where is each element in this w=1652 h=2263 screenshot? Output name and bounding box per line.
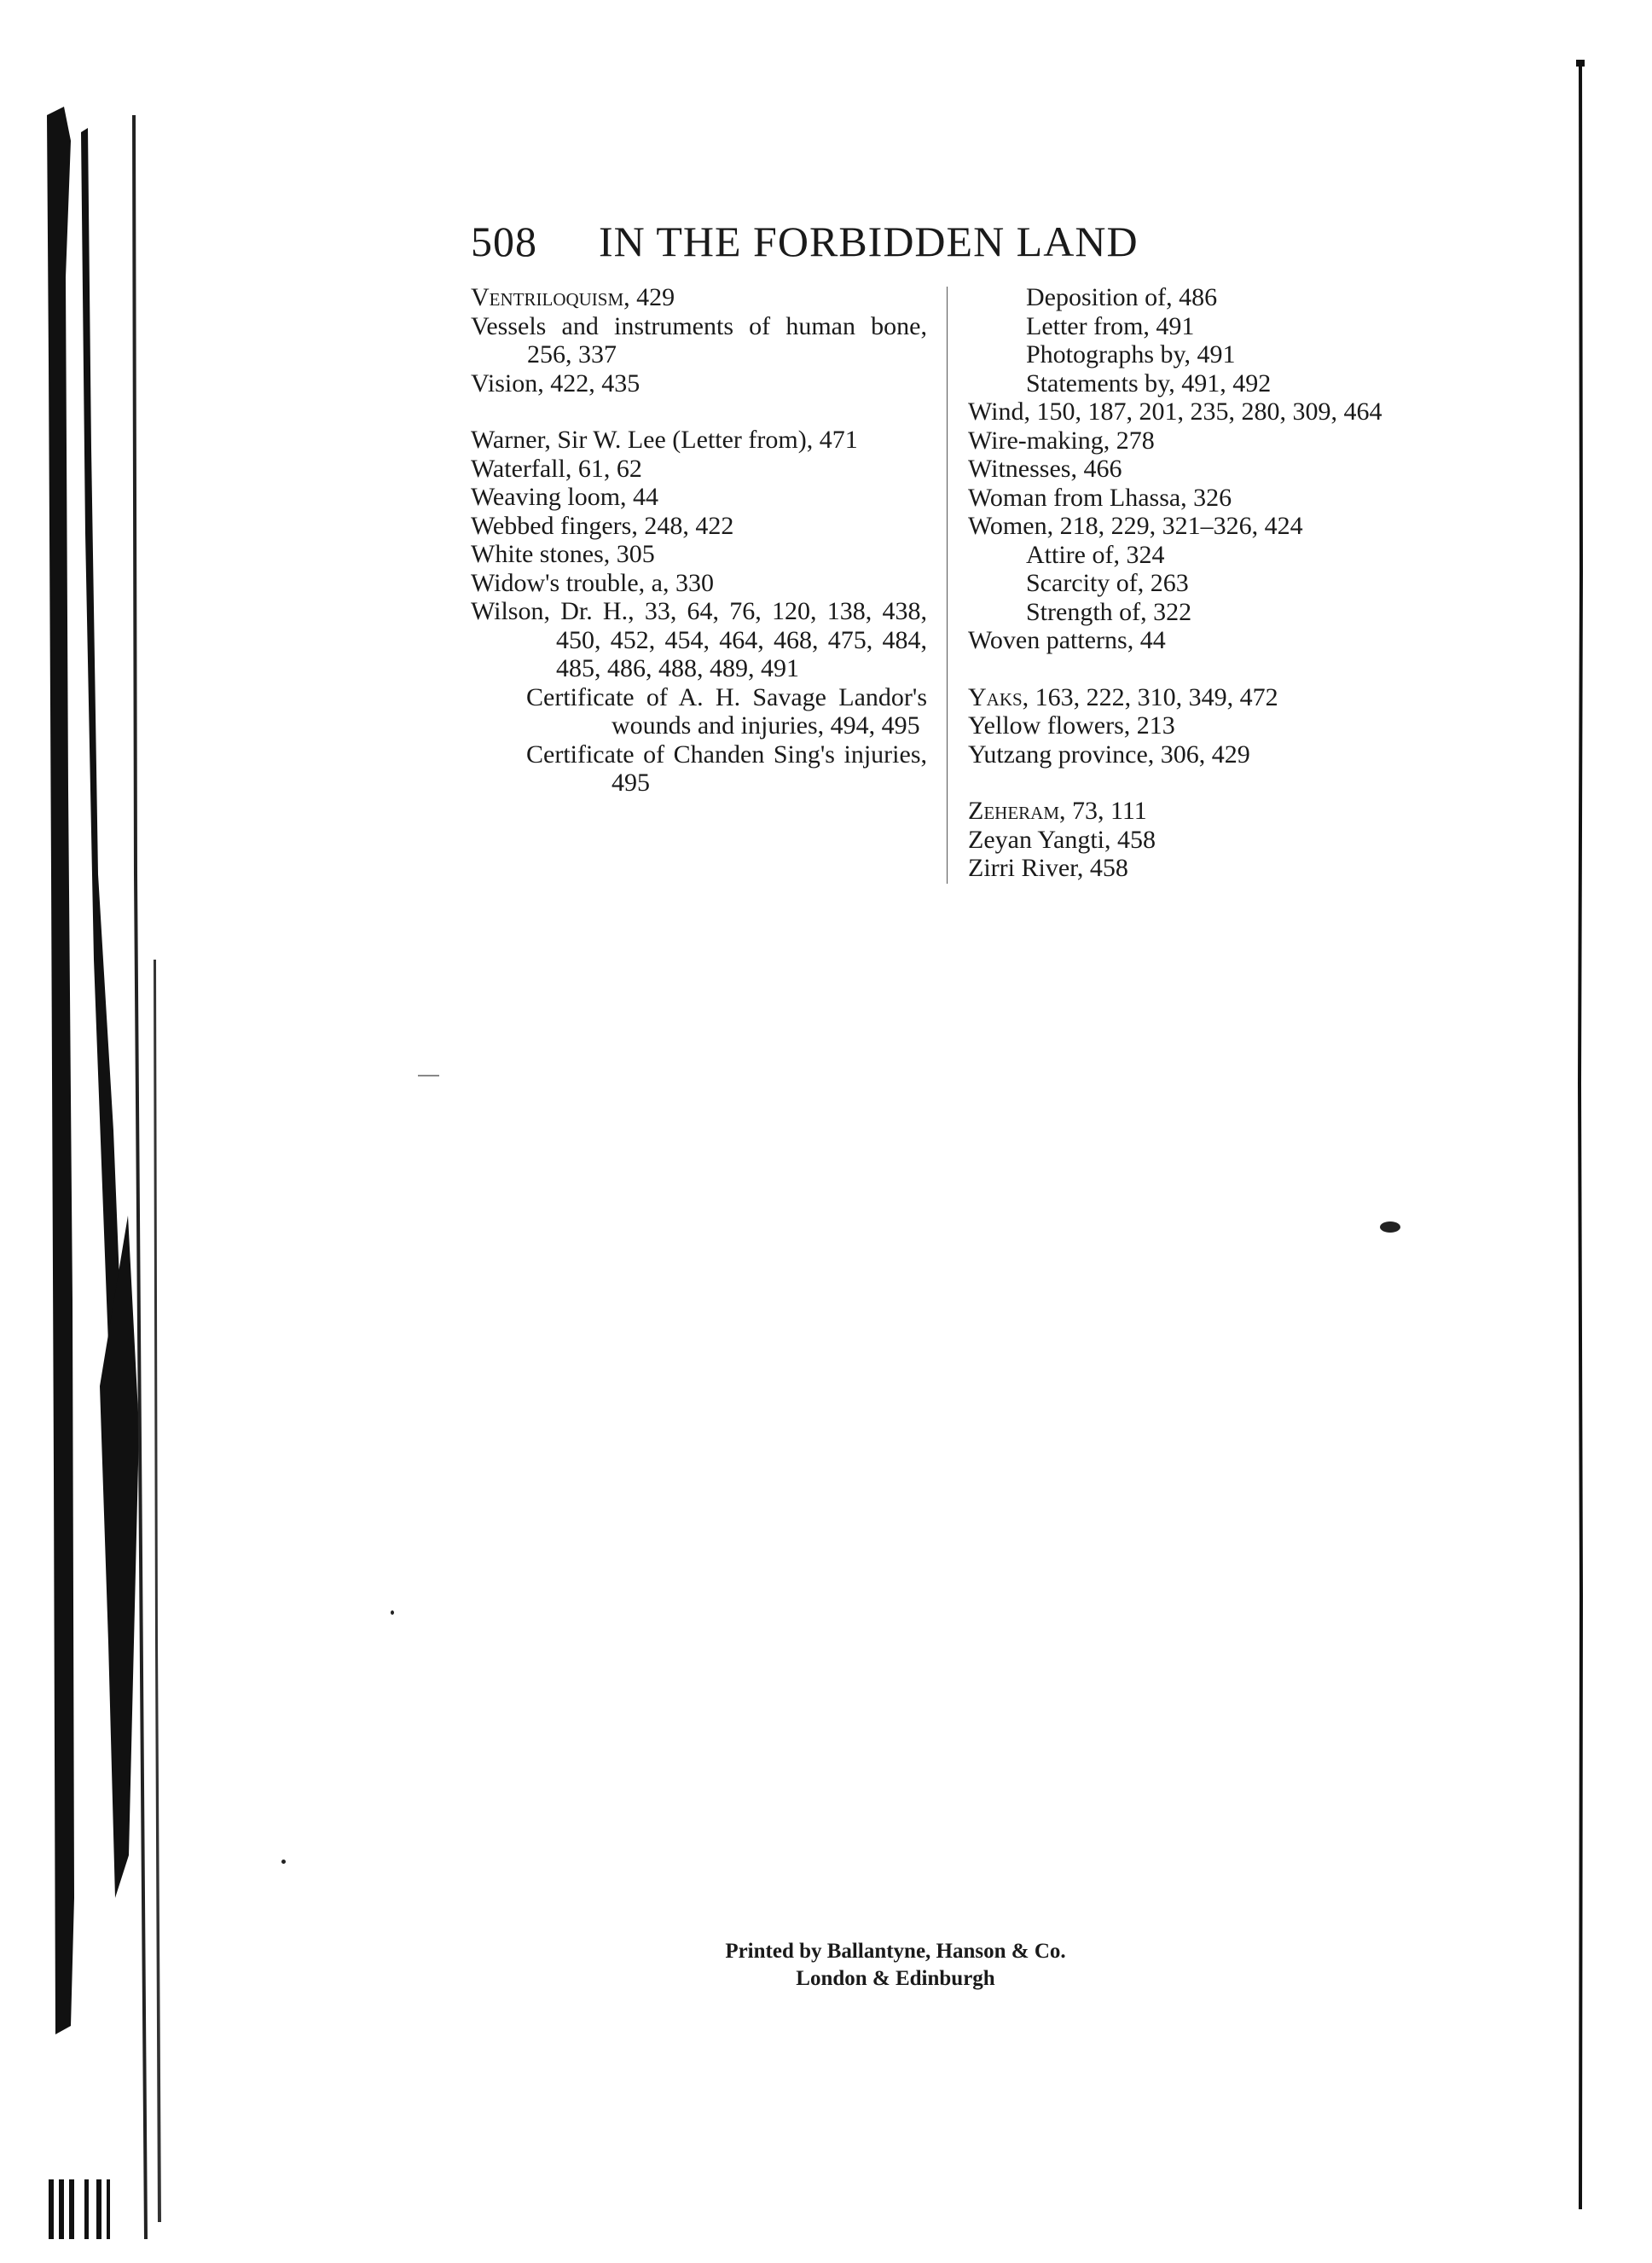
index-entry: Widow's trouble, a, 330 (471, 568, 714, 597)
column-divider (947, 287, 948, 884)
index-entry: Wilson, Dr. H., 33, 64, 76, 120, 138, 438, 450, 452, 454, 464, 468, 475, 484, 485, 486, 488, 489, 491 (471, 597, 927, 682)
ink-blot (1380, 1221, 1400, 1233)
index-subentry: Attire of, 324 (1026, 540, 1165, 569)
index-subentry: Certificate of Chanden Sing's injuries, 495 (526, 740, 927, 797)
scanned-page-edge-left (47, 107, 175, 2239)
index-subentry: Deposition of, 486 (1026, 283, 1218, 311)
index-subentry: Scarcity of, 263 (1026, 569, 1189, 597)
index-entry: Wire-making, 278 (968, 426, 1155, 455)
page-number: 508 (471, 218, 537, 265)
index-entry: Wind, 150, 187, 201, 235, 280, 309, 464 (968, 397, 1382, 426)
index-column-right (968, 283, 1446, 883)
imprint-line-printer: Printed by Ballantyne, Hanson & Co. (725, 1940, 1066, 1963)
index-entry: Webbed fingers, 248, 422 (471, 511, 734, 540)
index-entry: Yellow flowers, 213 (968, 711, 1175, 740)
letter-group-gap (968, 655, 1446, 683)
letter-group-gap (471, 397, 927, 426)
ink-speck (418, 1075, 439, 1076)
index-entry: Ventriloquism, 429 (471, 283, 675, 311)
index-subentry: Strength of, 322 (1026, 597, 1192, 626)
imprint-line-place: London & Edinburgh (796, 1967, 995, 1990)
index-entry: Women, 218, 229, 321–326, 424 (968, 512, 1303, 540)
index-subentry: Photographs by, 491 (1026, 340, 1236, 368)
index-entry: Warner, Sir W. Lee (Letter from), 471 (471, 426, 858, 454)
index-subentry: Certificate of A. H. Savage Landor's wounds and injuries, 494, 495 (526, 682, 927, 740)
index-entry: Zeheram, 73, 111 (968, 797, 1147, 825)
printer-imprint (597, 1938, 1194, 1993)
index-entry: Weaving loom, 44 (471, 483, 659, 511)
index-entry: Waterfall, 61, 62 (471, 454, 642, 483)
ink-speck (281, 1860, 286, 1864)
index-subentry: Letter from, 491 (1026, 311, 1195, 340)
index-entry: Woman from Lhassa, 326 (968, 483, 1232, 512)
index-entry: Zirri River, 458 (968, 854, 1128, 882)
index-entry: Woven patterns, 44 (968, 626, 1166, 654)
index-entry: Yaks, 163, 222, 310, 349, 472 (968, 682, 1278, 711)
scanned-page-edge-right (1576, 60, 1585, 2209)
index-entry: White stones, 305 (471, 540, 655, 568)
index-entry: Vessels and instruments of human bone, 256, 337 (471, 311, 927, 368)
letter-group-gap (968, 769, 1446, 797)
index-column-left (471, 283, 927, 798)
index-entry: Witnesses, 466 (968, 455, 1122, 483)
index-entry: Zeyan Yangti, 458 (968, 825, 1156, 854)
ink-speck (391, 1610, 394, 1615)
index-subentry: Statements by, 491, 492 (1026, 368, 1272, 397)
index-entry: Vision, 422, 435 (471, 368, 641, 397)
index-entry: Yutzang province, 306, 429 (968, 740, 1250, 769)
book-title: IN THE FORBIDDEN LAND (599, 218, 1139, 265)
running-head (471, 212, 1290, 271)
